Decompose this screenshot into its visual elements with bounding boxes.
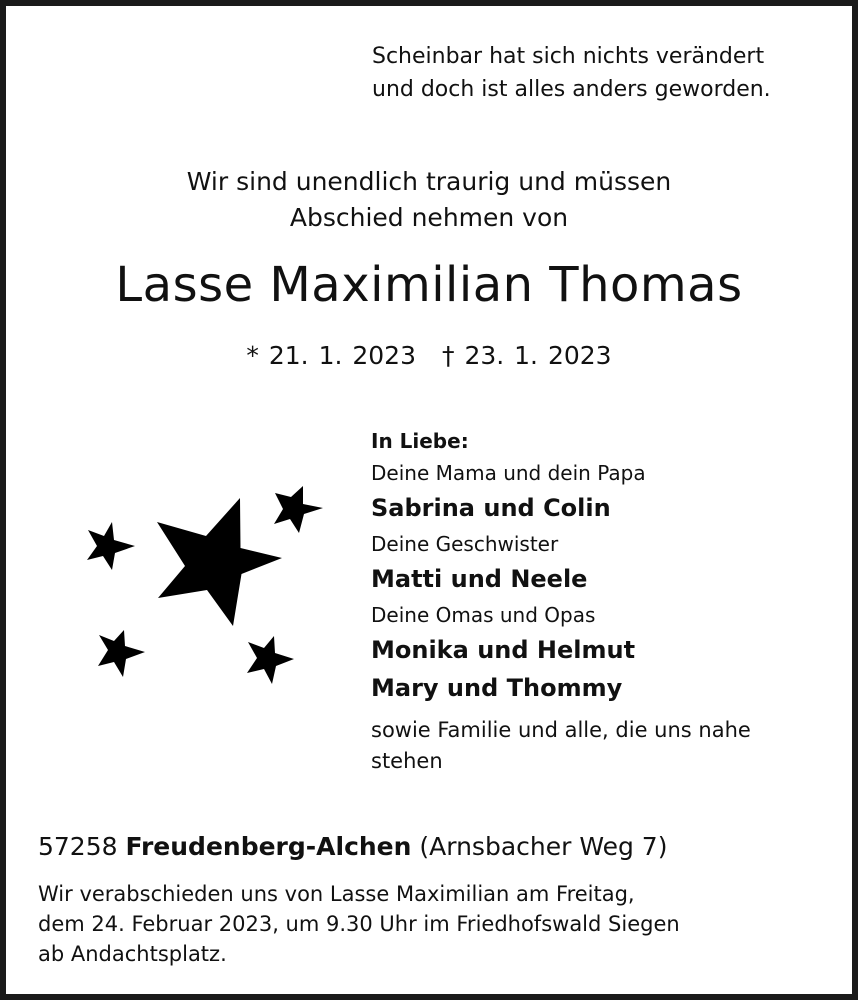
motto [372, 40, 771, 106]
intro [6, 164, 852, 236]
names-grandparents-1: Monika und Helmut [371, 636, 636, 664]
intro-line-1: Wir sind unendlich traurig und müssen [186, 167, 672, 196]
death-date: † 23. 1. 2023 [442, 341, 612, 370]
notice-line-3: ab Andachtsplatz. [38, 942, 227, 966]
mourners [371, 426, 831, 777]
small-star-icon [98, 630, 145, 677]
notice-line-2: dem 24. Februar 2023, um 9.30 Uhr im Friedhofswald Siegen [38, 912, 680, 936]
relation-grandparents: Deine Omas und Opas [371, 603, 596, 627]
birth-date: * 21. 1. 2023 [246, 341, 416, 370]
relation-siblings: Deine Geschwister [371, 532, 559, 556]
postal-code: 57258 [38, 832, 118, 861]
small-star-icon [87, 522, 135, 570]
relation-parents: Deine Mama und dein Papa [371, 461, 646, 485]
deceased-name: Lasse Maximilian Thomas [115, 257, 743, 313]
motto-line-2: und doch ist alles anders geworden. [372, 77, 771, 102]
small-star-icon [274, 486, 323, 533]
closing-line: sowie Familie und alle, die uns nahe stehen [371, 718, 751, 773]
notice-line-1: Wir verabschieden uns von Lasse Maximilian am Freitag, [38, 882, 635, 906]
mourners-heading: In Liebe: [371, 429, 469, 453]
names-siblings: Matti und Neele [371, 565, 588, 593]
street: (Arnsbacher Weg 7) [419, 832, 668, 861]
funeral-notice [38, 879, 818, 969]
names-grandparents-2: Mary und Thommy [371, 674, 623, 702]
small-star-icon [247, 636, 294, 684]
stars-icon-graphic [78, 478, 328, 688]
town: Freudenberg-Alchen [125, 832, 412, 861]
stars-icon [78, 478, 328, 688]
big-star-icon [157, 498, 282, 626]
intro-line-2: Abschied nehmen von [289, 203, 569, 232]
life-dates [6, 339, 852, 373]
motto-line-1: Scheinbar hat sich nichts verändert [372, 44, 765, 69]
names-parents: Sabrina und Colin [371, 494, 611, 522]
address [38, 828, 667, 866]
